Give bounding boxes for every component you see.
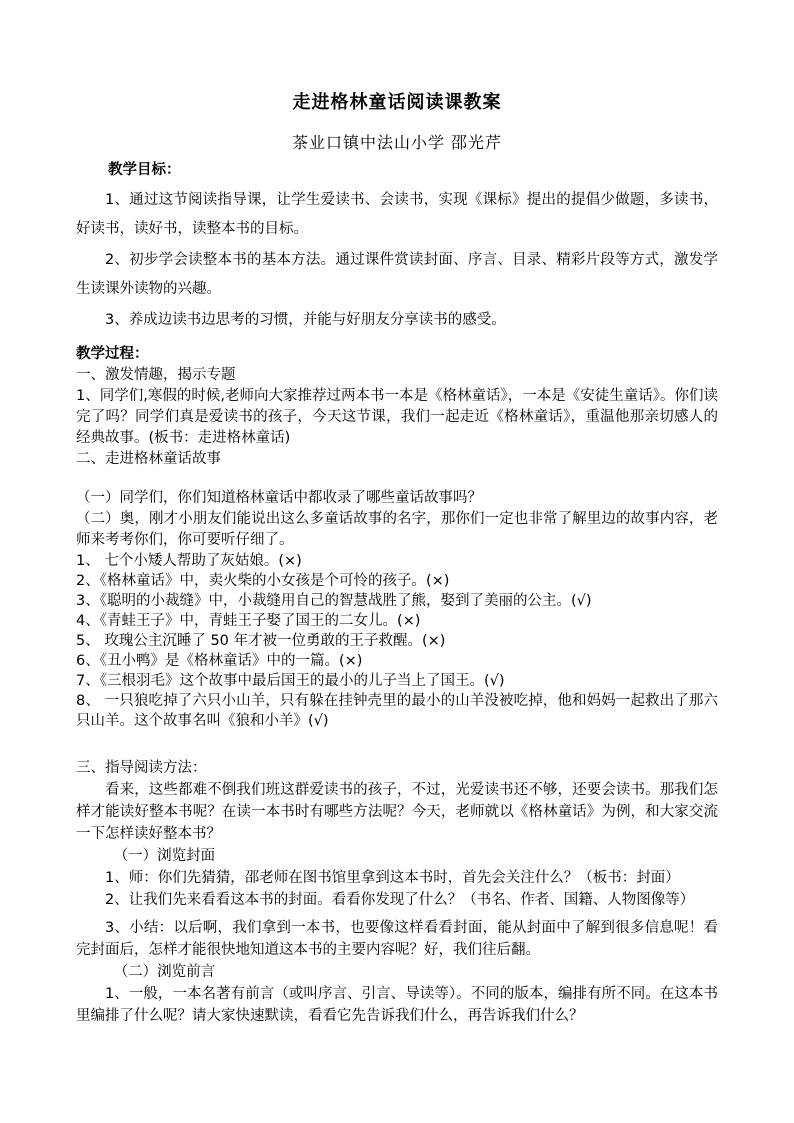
- method-section: [76, 758, 718, 1027]
- quiz-item: 2、《格林童话》中，卖火柴的小女孩是个可怜的孩子。(×): [76, 573, 450, 589]
- process-section: [76, 344, 718, 731]
- quiz-item: 4、《青蛙王子》中，青蛙王子娶了国王的二女儿。(×): [76, 613, 421, 629]
- sub1-item: 2、让我们先来看看这本书的封面。看看你发现了什么？（书名、作者、国籍、人物图像等）: [105, 892, 695, 908]
- sub1-item: 3、小结：以后啊，我们拿到一本书，也要像这样看看封面，能从封面中了解到很多信息呢！看完封面后，怎样才能很快地知道这本书的主要内容呢？好，我们往后翻。: [76, 920, 718, 958]
- quiz-item: 6、《丑小鸭》是《格林童话》中的一篇。(×): [76, 653, 363, 669]
- sub1-item: 1、师：你们先猜猜，邵老师在图书馆里拿到这本书时，首先会关注什么？（板书：封面）: [105, 870, 680, 886]
- quiz-item: 7、《三根羽毛》这个故事中最后国王的最小的儿子当上了国王。(√): [76, 673, 505, 689]
- quiz-item: 3、《聪明的小裁缝》中，小裁缝用自己的智慧战胜了熊，娶到了美丽的公主。(√): [76, 593, 592, 609]
- part2-question-2: （二）奥，刚才小朋友们能说出这么多童话故事的名字，那你们一定也非常了解里边的故事内容，老师来考考你们，你可要听仔细了。: [76, 511, 718, 548]
- spacer: [76, 470, 718, 488]
- quiz-item: 8、 一只狼吃掉了六只小山羊，只有躲在挂钟壳里的最小的山羊没被吃掉，他和妈妈一起救出了那六只山羊。这个故事名叫《狼和小羊》(√): [76, 693, 718, 729]
- part2-title: 二、走进格林童话故事: [76, 451, 221, 467]
- part3-title: 三、指导阅读方法：: [76, 760, 207, 776]
- document-author: 茶业口镇中法山小学 邵光芹: [291, 133, 503, 152]
- goal-item: 1、通过这节阅读指导课，让学生爱读书、会读书，实现《课标》提出的提倡少做题，多读书，好读书，读好书，读整本书的目标。: [76, 192, 718, 237]
- part2-question-1: （一）同学们，你们知道格林童话中都收录了哪些童话故事吗？: [76, 490, 482, 506]
- sub1-title: （一）浏览封面: [113, 848, 216, 864]
- quiz-item: 5、 玫瑰公主沉睡了 50 年才被一位勇敢的王子救醒。(×): [76, 633, 446, 649]
- goal-item: 3、养成边读书边思考的习惯，并能与好朋友分享读书的感受。: [105, 312, 506, 328]
- part1-text: 1、同学们,寒假的时候,老师向大家推荐过两本书一本是《格林童话》，一本是《安徒生童话》。你们读完了吗？同学们真是爱读书的孩子，今天这节课，我们一起走近《格林童话》，重温他那亲切感人的经典故事。(板书：走进格林童话): [76, 388, 718, 446]
- goal-item: 2、初步学会读整本书的基本方法。通过课件赏读封面、序言、目录、精彩片段等方式，激发学生读课外读物的兴趣。: [76, 252, 718, 297]
- part1-title: 一、激发情趣，揭示专题: [76, 367, 236, 383]
- goals-heading: 教学目标：: [108, 162, 181, 178]
- document-title: 走进格林童话阅读课教案: [292, 92, 502, 113]
- sub2-item: 1、一般，一本名著有前言（或叫序言、引言、导读等）。不同的版本，编排有所不同。在这本书里编排了什么呢？请大家快速默读，看看它先告诉我们什么，再告诉我们什么？: [76, 986, 718, 1024]
- sub2-title: （二）浏览前言: [113, 964, 216, 980]
- quiz-list: [76, 551, 718, 731]
- part3-intro: 看来，这些都难不倒我们班这群爱读书的孩子，不过，光爱读书还不够，还要会读书。那我们怎样才能读好整本书呢？在读一本书时有哪些方法呢？今天，老师就以《格林童话》为例，和大家交流一下怎样读好整本书？: [76, 782, 718, 842]
- quiz-item: 1、 七个小矮人帮助了灰姑娘。(×): [76, 553, 302, 569]
- goals-section: [76, 158, 718, 335]
- process-heading: 教学过程：: [76, 346, 149, 362]
